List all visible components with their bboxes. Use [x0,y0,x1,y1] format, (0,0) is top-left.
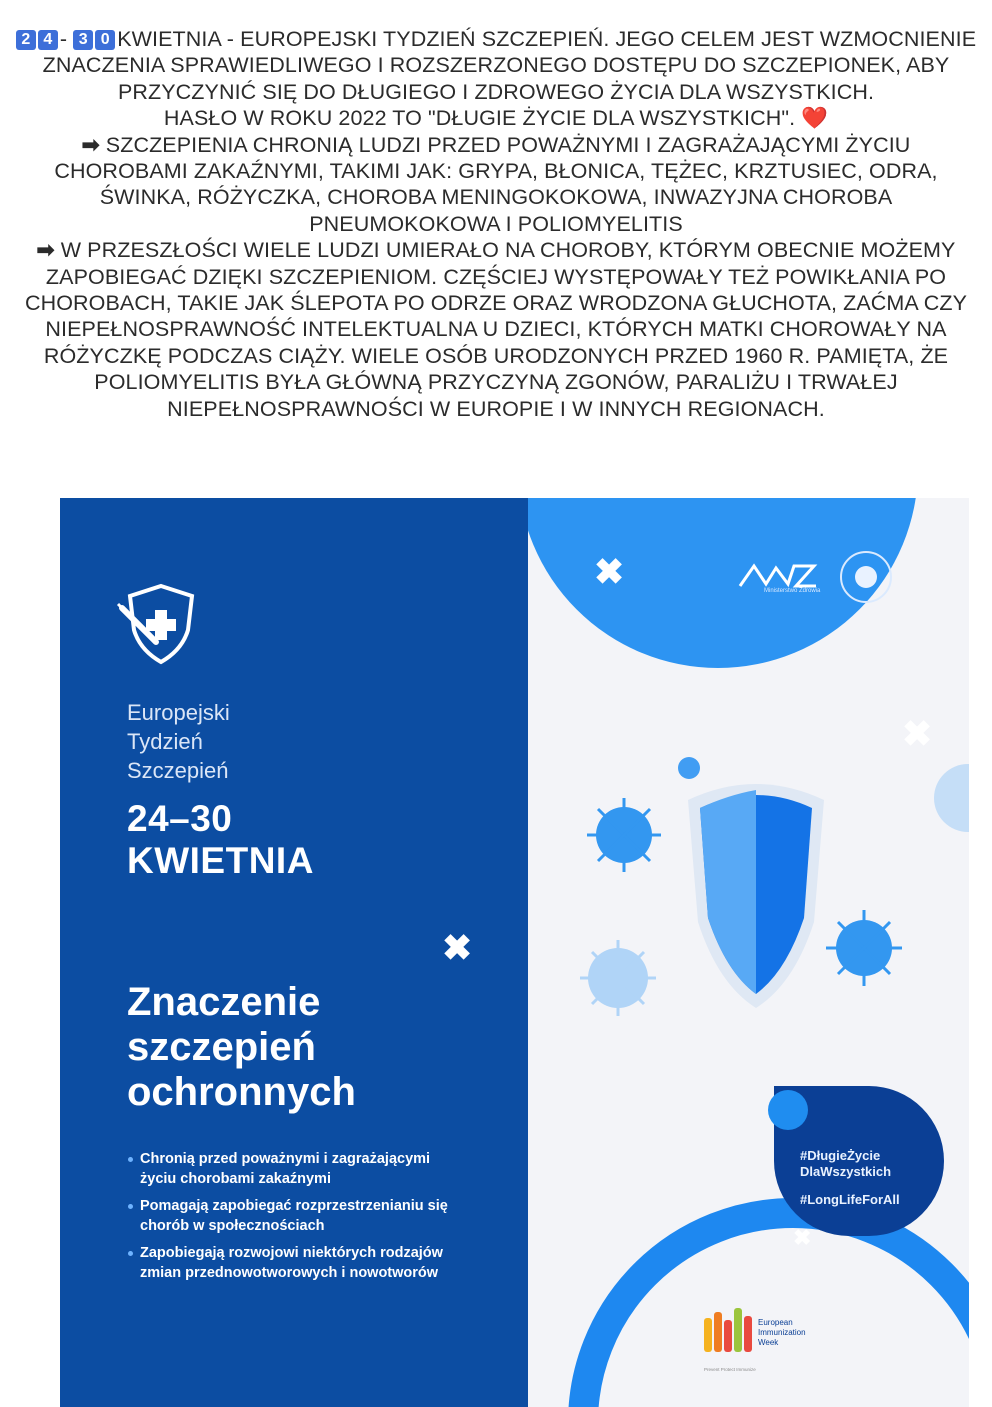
badge-dot [768,1090,808,1130]
week-title-line: Europejski [127,700,230,725]
post-intro [14,26,978,105]
headline-line: szczepień [127,1025,316,1069]
headline-line: Znaczenie [127,980,321,1024]
immunization-week-label [758,1318,806,1348]
benefit-item: Pomagają zapobiegać rozprzestrzenianiu się chorób w społecznościach [128,1197,448,1236]
poster-date-month: KWIETNIA [127,840,314,881]
benefit-item: Chronią przed poważnymi i zagrażającymi życiu chorobami zakaźnymi [128,1150,448,1189]
keycap-digit: 3 [73,30,93,50]
euw-line: European [758,1318,793,1327]
poster-right-panel [528,498,969,1407]
headline-line: ochronnych [127,1070,356,1114]
week-title-line: Tydzień [127,729,203,754]
week-title [127,698,230,785]
campaign-poster-image[interactable] [60,498,969,1407]
keycap-digit: 2 [16,30,36,50]
cross-icon: ✖ [902,713,933,754]
post-slogan [14,105,978,131]
poster-date [127,798,314,882]
keycap-digit: 0 [95,30,115,50]
poster-headline [127,980,356,1115]
post-paragraph-1 [14,132,978,238]
paragraph-1-text: SZCZEPIENIA CHRONIĄ LUDZI PRZED POWAŻNYMI I ZAGRAŻAJĄCYMI ŻYCIU CHOROBAMI ZAKAŹNYMI, TAKIMI JAK: GRYPA, BŁONICA, TĘŻEC, KRZTUSIEC, ODRA, ŚWINKA, RÓŻYCZKA, CHOROBA MENINGOKOKOWA, INWAZYJNA CHOROBA PNEUMOKOKOWA I POLIOMYELITIS [54,132,938,236]
virus-icon [934,764,969,832]
paragraph-2-text: W PRZESZŁOŚCI WIELE LUDZI UMIERAŁO NA CHOROBY, KTÓRYM OBECNIE MOŻEMY ZAPOBIEGAĆ DZIĘKI SZCZEPIENIOM. CZĘŚCIEJ WYSTĘPOWAŁY TEŻ POWIKŁANIA PO CHOROBACH, TAKIE JAK ŚLEPOTA PO ODRZE ORAZ WRODZONA GŁUCHOTA, ZAĆMA CZY NIEPEŁNOSPRAWNOŚĆ INTELEKTUALNA U DZIECI, KTÓRYCH MATKI CHOROWAŁY NA RÓŻYCZKĘ PODCZAS CIĄŻY. WIELE OSÓB URODZONYCH PRZED 1960 R. PAMIĘTA, ŻE POLIOMYELITIS BYŁA GŁÓWNĄ PRZYCZYNĄ ZGONÓW, PARALIŻU I TRWAŁEJ NIEPEŁNOSPRAWNOŚCI W EUROPIE I W INNYCH REGIONACH. [24,238,968,421]
virus-icon [678,757,700,779]
arrow-right-icon: ➡ [81,132,100,157]
cross-icon: ✖ [793,1225,812,1250]
date-separator: - [59,27,68,51]
hashtag: #LongLifeForAll [800,1192,900,1207]
post-paragraph-2 [14,237,978,422]
shield-icon [688,784,824,1008]
poster-left-panel [60,498,528,1407]
immunization-week-footer: Prevent Protect Immunize [704,1367,756,1372]
week-title-line: Szczepień [127,758,229,783]
virus-icon [587,798,661,872]
hashtag-list [800,1148,969,1220]
intro-text: KWIETNIA - EUROPEJSKI TYDZIEŃ SZCZEPIEŃ. JEGO CELEM JEST WZMOCNIENIE ZNACZENIA SPRAWIEDLIWEGO I ROZSZERZONEGO DOSTĘPU DO SZCZEPIONEK, ABY PRZYCZYNIĆ SIĘ DO DŁUGIEGO I ZDROWEGO ŻYCIA DLA WSZYSTKICH. [42,27,977,104]
virus-icon [826,910,902,986]
euw-line: Immunization [758,1328,806,1337]
post-text [14,26,978,422]
cross-icon: ✖ [442,927,473,968]
keycap-digit: 4 [38,30,58,50]
slogan-text: HASŁO W ROKU 2022 TO "DŁUGIE ŻYCIE DLA WSZYSTKICH". [163,106,796,131]
virus-icon [580,940,656,1016]
poster-date-range: 24–30 [127,798,233,839]
benefit-list [128,1150,448,1291]
euw-line: Week [758,1338,779,1347]
benefit-item: Zapobiegają rozwojowi niektórych rodzajów zmian przednowotworowych i nowotworów [128,1244,448,1283]
shield-syringe-icon [116,578,206,668]
ministry-label: Ministerstwo Zdrowia [764,588,821,594]
cross-icon: ✖ [594,551,625,592]
heart-icon: ❤️ [801,106,829,131]
hashtag: #DługieŻycie DlaWszystkich [800,1148,892,1179]
arrow-right-icon: ➡ [36,238,55,263]
